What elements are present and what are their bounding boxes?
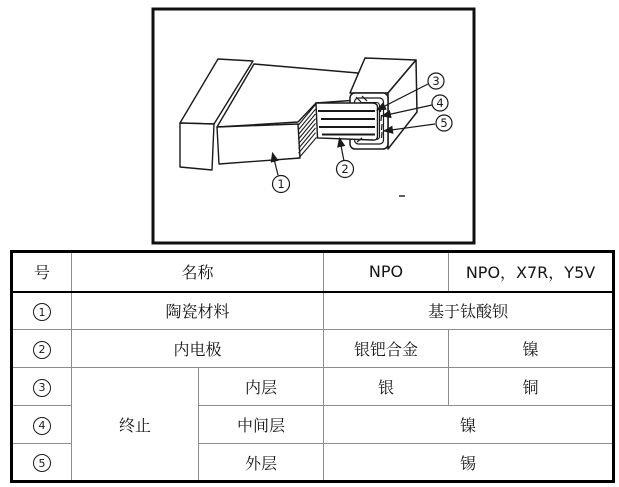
header-cell-num: 号 [12, 252, 72, 292]
circled-number-2: 2 [33, 341, 51, 359]
table-row-2 [12, 330, 614, 368]
header-cell-name: 名称 [72, 252, 324, 292]
callout-circle-1 [273, 176, 290, 193]
cell-name-1: 陶瓷材料 [72, 292, 324, 330]
cell-group-termination: 终止 [72, 368, 199, 482]
layer-stack [316, 96, 382, 142]
cell-num-2 [12, 330, 72, 368]
cell-layer-3: 内层 [199, 368, 324, 406]
cell-value-5: 锡 [324, 444, 614, 482]
cell-layer-4: 中间层 [199, 406, 324, 444]
callout-circle-2 [337, 161, 354, 178]
table-header-row [12, 252, 614, 292]
callout-label-4: 4 [436, 96, 444, 110]
callout-label-1: 1 [277, 177, 285, 191]
callout-circle-4 [432, 95, 448, 111]
cell-other-3: 铜 [449, 368, 614, 406]
circled-number-4: 4 [33, 417, 51, 435]
callout-circle-5 [436, 115, 452, 131]
header-cell-npo: NPO [324, 252, 449, 292]
cell-npo-2: 银钯合金 [324, 330, 449, 368]
cell-layer-5: 外层 [199, 444, 324, 482]
cell-num-3 [12, 368, 72, 406]
cell-value-4: 镍 [324, 406, 614, 444]
circled-number-3: 3 [33, 379, 51, 397]
callout-label-5: 5 [440, 116, 448, 130]
circled-number-5: 5 [33, 454, 51, 472]
table-row-3 [12, 368, 614, 406]
header-cell-others: NPO，X7R，Y5V [449, 252, 614, 292]
cell-npo-3: 银 [324, 368, 449, 406]
cell-num-4 [12, 406, 72, 444]
cell-num-1 [12, 292, 72, 330]
callout-label-2: 2 [341, 162, 349, 176]
cell-num-5 [12, 444, 72, 482]
table-row-1 [12, 292, 614, 330]
cell-other-2: 镍 [449, 330, 614, 368]
callout-label-3: 3 [432, 74, 440, 88]
callout-circle-3 [428, 73, 444, 89]
cell-name-2: 内电极 [72, 330, 324, 368]
materials-table [10, 250, 615, 483]
cell-value-1: 基于钛酸钡 [324, 292, 614, 330]
circled-number-1: 1 [33, 303, 51, 321]
